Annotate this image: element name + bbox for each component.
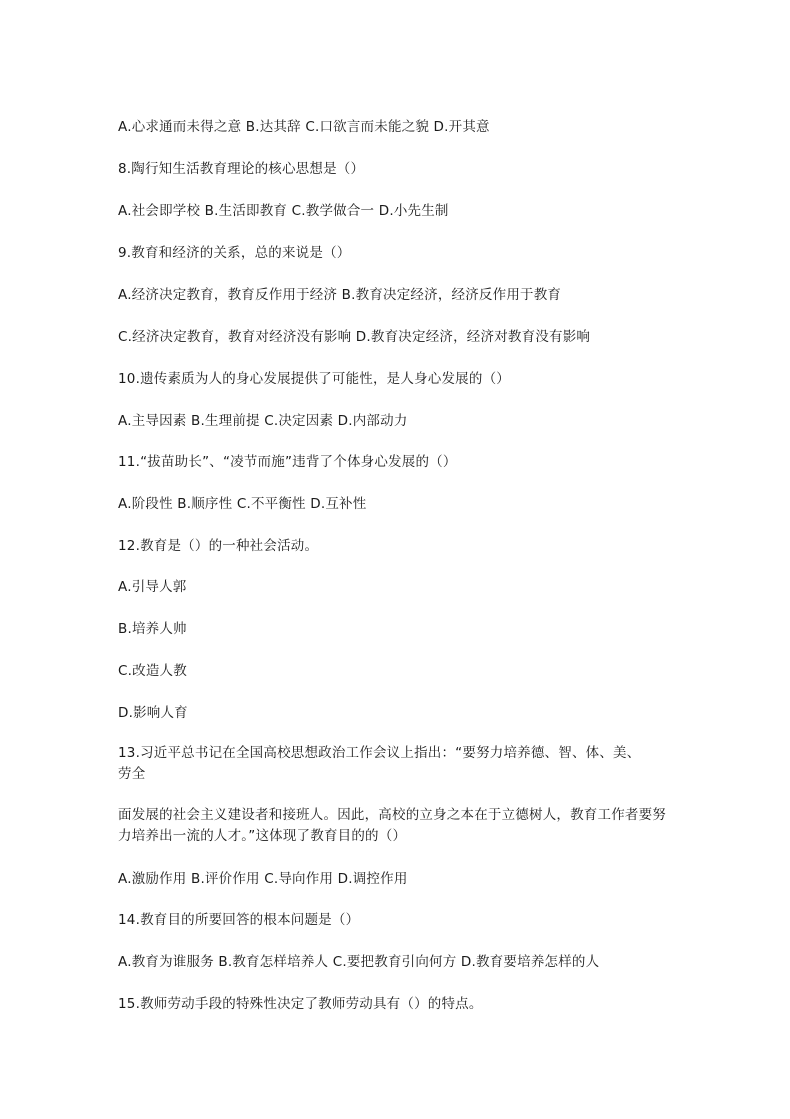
q8-options: A.社会即学校 B.生活即教育 C.教学做合一 D.小先生制 <box>118 203 449 219</box>
q12-option-b: B.培养人帅 <box>118 621 187 637</box>
q13-question-part2: 面发展的社会主义建设者和接班人。因此，高校的立身之本在于立德树人，教育工作者要努力培养出一流的人才。”这体现了教育目的的（） <box>118 807 666 844</box>
q14-question: 14.教育目的所要回答的根本问题是（） <box>118 912 360 928</box>
q11-question: 11.“拔苗助长”、“凌节而施”违背了个体身心发展的（） <box>118 454 457 470</box>
q7-options: A.心求通而未得之意 B.达其辞 C.口欲言而未能之貌 D.开其意 <box>118 119 490 135</box>
q9-options-ab: A.经济决定教育，教育反作用于经济 B.教育决定经济，经济反作用于教育 <box>118 287 562 303</box>
q12-option-a: A.引导人郭 <box>118 579 187 595</box>
q13-options: A.激励作用 B.评价作用 C.导向作用 D.调控作用 <box>118 871 408 887</box>
q10-options: A.主导因素 B.生理前提 C.决定因素 D.内部动力 <box>118 413 408 429</box>
q10-question: 10.遗传素质为人的身心发展提供了可能性，是人身心发展的（） <box>118 371 510 387</box>
q11-options: A.阶段性 B.顺序性 C.不平衡性 D.互补性 <box>118 496 367 512</box>
q9-question: 9.教育和经济的关系，总的来说是（） <box>118 245 351 261</box>
q14-options: A.教育为谁服务 B.教育怎样培养人 C.要把教育引向何方 D.教育要培养怎样的人 <box>118 954 600 970</box>
q8-question: 8.陶行知生活教育理论的核心思想是（） <box>118 161 365 177</box>
q12-option-c: C.改造人教 <box>118 663 187 679</box>
q12-option-d: D.影响人育 <box>118 705 188 721</box>
q15-question: 15.教师劳动手段的特殊性决定了教师劳动具有（）的特点。 <box>118 996 483 1012</box>
q13-question-part1: 13.习近平总书记在全国高校思想政治工作会议上指出：“要努力培养德、智、体、美、劳全 <box>118 745 641 782</box>
q12-question: 12.教育是（）的一种社会活动。 <box>118 538 319 554</box>
q9-options-cd: C.经济决定教育，教育对经济没有影响 D.教育决定经济，经济对教育没有影响 <box>118 329 591 345</box>
